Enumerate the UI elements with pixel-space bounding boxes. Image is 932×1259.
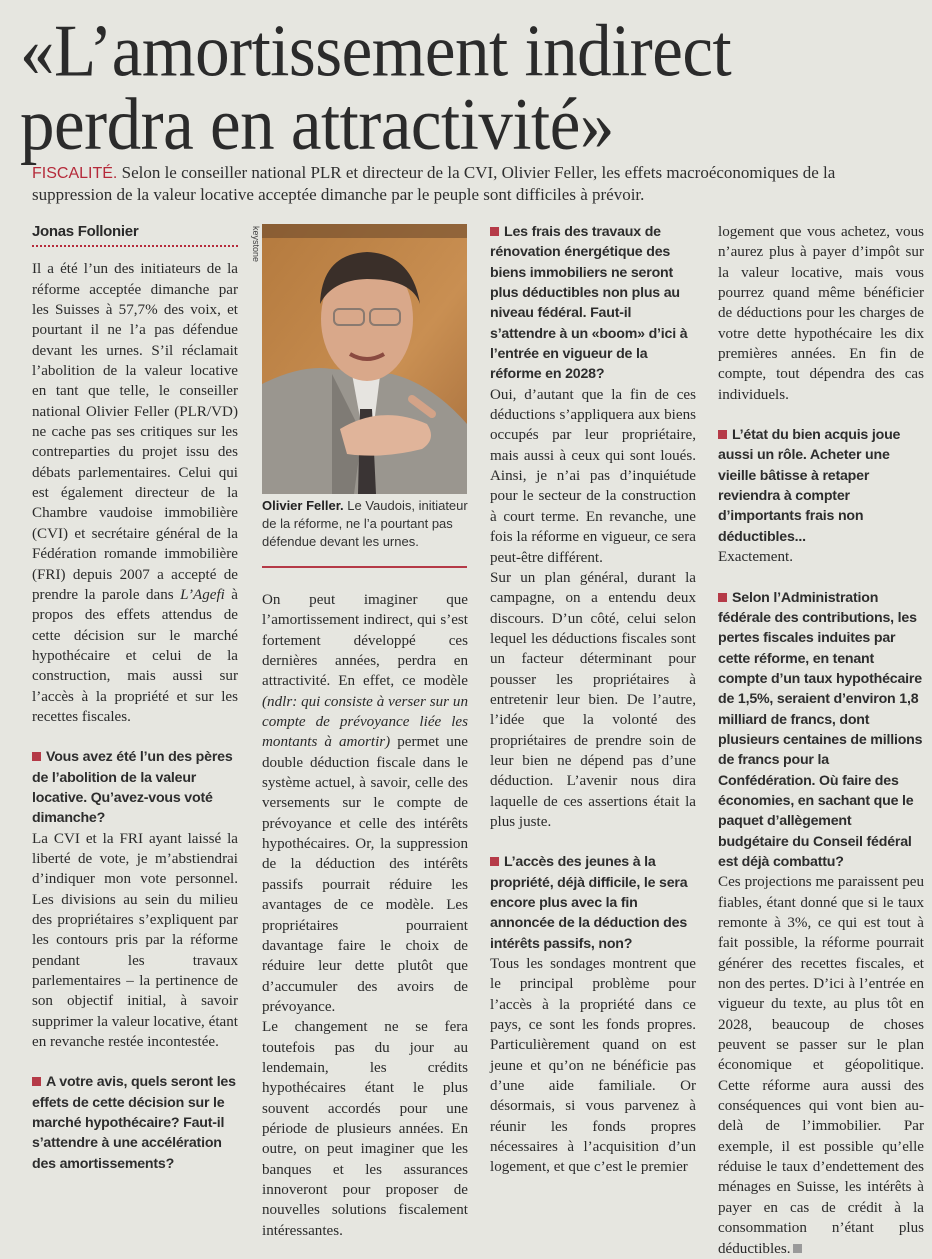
intro-paragraph [32,259,238,727]
question-marker-icon [32,1077,41,1086]
answer-2-paragraph-1 [262,590,468,1017]
photo-caption [262,497,468,551]
answer-4: Tous les sondages montrent que le principal problème pour l’accès à la propriété dans ce pays, ce sont les fonds propres. Particulièrement quand on est jeune et qu’on ne bénéficie pas d’une aide familiale. Or désormais, si vous parvenez à réunir les fonds propres nécessaires à l’acquisition d’un logement, et que c’est le premier [490,956,696,1176]
portrait-illustration [262,224,467,494]
answer-6 [718,872,924,1259]
caption-divider [262,566,467,568]
headline-line-1: «L’amortissement indirect [20,9,732,92]
answer-3-paragraph-2: Sur un plan général, durant la campagne, on a entendu deux discours. D’un côté, celui selon lequel les déductions fiscales sont un facteur déterminant pour pousser les propriétaires à entretenir leur bien. De l’autre, l’idée que la volonté des propriétaires de prendre soin de leur bien ne dépend pas d’une déduction. L’avenir nous dira laquelle de ces assertions était la plus juste. [490,569,696,830]
question-2-text: A votre avis, quels seront les effets de cette décision sur le marché hypothécaire? Faut-il s’attendre à une accélération des amortissements? [32,1074,236,1172]
column-4 [718,222,924,1259]
portrait-photo [262,224,467,494]
question-3-text: Les frais des travaux de rénovation énergétique des biens immobiliers ne seront plus déductibles non plus au niveau fédéral. Faut-il s’attendre à un «boom» d’ici à l’entrée en vigueur de la réforme en 2028? [490,224,688,383]
headline [20,9,920,166]
intro-text-2: à propos des effets attendus de cette décision sur le marché hypothécaire et celui de la construction, mais aussi sur l’accès à la propriété et sur les recettes fiscales. [32,586,238,725]
question-marker-icon [718,593,727,602]
question-1-text: Vous avez été l’un des pères de l’abolition de la valeur locative. Qu’avez-vous voté dimanche? [32,749,233,827]
question-4-text: L’accès des jeunes à la propriété, déjà difficile, le sera encore plus avec la fin annoncée de la déduction des intérêts passifs, non? [490,854,688,952]
headline-line-2: perdra en attractivité» [20,83,614,166]
question-5 [718,425,924,547]
question-5-text: L’état du bien acquis joue aussi un rôle. Acheter une vieille bâtisse à retaper reviendra à compter d’importants frais non déductibles... [718,427,901,545]
question-6 [718,588,924,873]
lead-paragraph [32,162,892,205]
answer-5: Exactement. [718,549,794,566]
answer-2-text-2: permet une double déduction fiscale dans le système actuel, à savoir, celle des versements sur le compte de prévoyance et celle des intérêts hypothécaires. Or, la suppression de la déduction des intérêts passifs pourrait réduire les avantages de ce modèle. Les propriétaires pourraient davantage faire le choix de réduire leur dette plutôt que d’accumuler des avoirs de prévoyance. [262,734,468,1015]
question-marker-icon [490,227,499,236]
rubric-label: FISCALITÉ. [32,165,118,182]
answer-4-continued: logement que vous achetez, vous n’aurez plus à payer d’impôt sur la valeur locative, mais vous pourrez quand même bénéficier de déductions pour les charges de votre dette hypothécaire les dix premières années. En fin de compte, tout dépendra des cas individuels. [718,224,924,403]
question-marker-icon [718,430,727,439]
photo-credit: keystone [251,226,261,263]
column-1 [32,222,238,1174]
editor-note: (ndlr: qui consiste à verser sur un compte de prévoyance liée les montants à amortir) [262,693,468,751]
answer-2-paragraph-2: Le changement ne se fera toutefois pas du jour au lendemain, les crédits hypothécaires étant le plus souvent accordés pour une période de plusieurs années. En outre, on peut imaginer que les banques et les assurances innoveront pour proposer de nouvelles solutions fiscalement intéressantes. [262,1019,468,1239]
publication-name: L’Agefi [180,586,225,603]
question-1 [32,747,238,828]
end-of-article-icon [793,1244,802,1253]
answer-3-paragraph-1: Oui, d’autant que la fin de ces déductions s’appliquera aux biens occupés par leur propriétaire, mais aussi à ceux qui sont loués. Ainsi, je n’ai pas d’inquiétude pour le secteur de la construction à court terme. En revanche, une fois la réforme en vigueur, ce sera peut-être différent. [490,386,696,566]
question-marker-icon [490,857,499,866]
caption-text: Le Vaudois, initiateur de la réforme, ne l’a pourtant pas défendue devant les urnes. [262,498,468,549]
column-2 [262,590,468,1241]
column-3 [490,222,696,1178]
author-byline: Jonas Follonier [32,222,238,247]
lead-text: Selon le conseiller national PLR et directeur de la CVI, Olivier Feller, les effets macroéconomiques de la suppression de la valeur locative acceptée dimanche par le peuple sont difficiles à prévoir. [32,163,836,204]
question-2 [32,1072,238,1174]
question-3 [490,222,696,385]
question-4 [490,852,696,954]
question-6-text: Selon l’Administration fédérale des contributions, les pertes fiscales induites par cette réforme, en tenant compte d’un taux hypothécaire de 1,5%, seraient d’environ 1,8 milliard de francs, dont plusieurs centaines de millions de francs pour la Confédération. Où faire des économies, en sachant que le paquet d’allègement budgétaire du Conseil fédéral est déjà combattu? [718,589,923,870]
intro-text-1: Il a été l’un des initiateurs de la réforme acceptée dimanche par les Suisses à 57,7% des voix, et pourtant il ne l’a pas défendue devant les urnes. S’il réclamait l’abolition de la valeur locative en tant que telle, le conseiller national Olivier Feller (PLR/VD) ne cache pas ses critiques sur les contreparties du projet issu des débats parlementaires. Celui qui est également directeur de la Chambre vaudoise immobilière (CVI) et secrétaire général de la Fédération romande immobilière (FRI) depuis 2007 a accepté de prendre la parole dans [32,261,238,603]
answer-6-text: Ces projections me paraissent peu fiables, étant donné que si le taux remonte à 3%, ce qui est tout à fait possible, la réforme pourrait générer des recettes fiscales, et non des pertes. D’ici à l’entrée en vigueur du texte, au plus tôt en 2028, beaucoup de choses peuvent se passer sur le plan économique et géopolitique. Cette réforme aura aussi des conséquences qui vont bien au-delà de l’immobilier. Par exemple, il est possible qu’elle réduise le taux d’endettement des ménages en Suisse, les intérêts à payer en cas de crédit à la consommation n’étant plus déductibles. [718,874,924,1257]
question-marker-icon [32,752,41,761]
answer-2-text-1: On peut imaginer que l’amortissement indirect, qui s’est fortement développé ces dernières années, perdra en attractivité. En effet, ce modèle [262,592,468,690]
answer-1: La CVI et la FRI ayant laissé la liberté de vote, je m’abstiendrai d’indiquer mon vote personnel. Les divisions au sein du milieu des propriétaires s’expliquent par les contours pris par la réforme pendant les travaux parlementaires – la pertinence de son objectif initial, à savoir supprimer la valeur locative, étant en revanche restée incontestée. [32,830,238,1051]
caption-name: Olivier Feller. [262,498,344,513]
